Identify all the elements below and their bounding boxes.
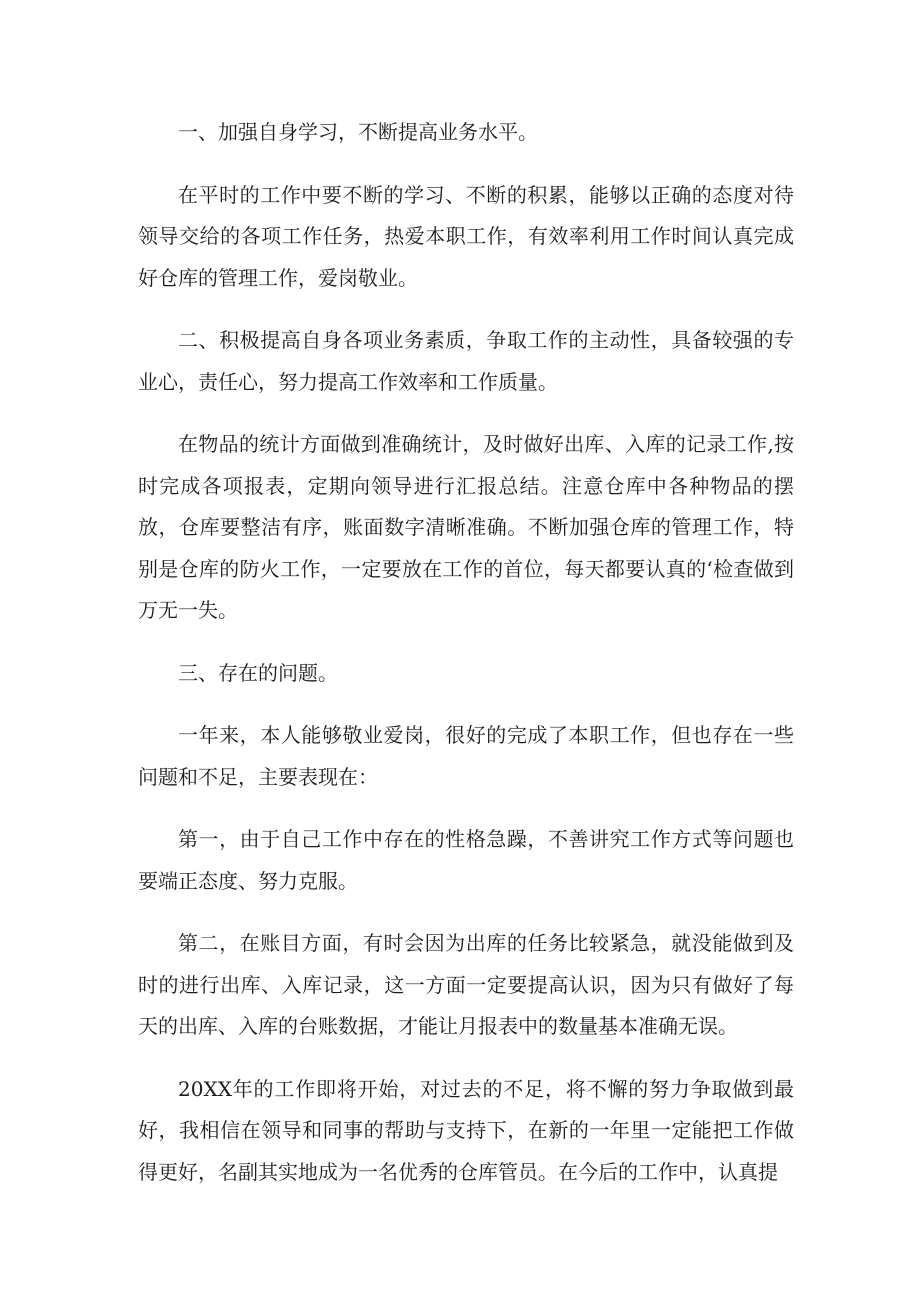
paragraph-daily-learning: 在平时的工作中要不断的学习、不断的积累，能够以正确的态度对待领导交给的各项工作任务，热爱本职工作，有效率利用工作时间认真完成好仓库的管理工作，爱岗敬业。 [138,182,794,290]
paragraph-next-year: 20XX年的工作即将开始，对过去的不足，将不懈的努力争取做到最好，我相信在领导和同事的帮助与支持下，在新的一年里一定能把工作做得更好，名副其实地成为一名优秀的仓库管员。在今后的工作中，认真提 [138,1076,794,1184]
paragraph-year-summary: 一年来，本人能够敬业爱岗，很好的完成了本职工作，但也存在一些问题和不足，主要表现在： [138,723,794,789]
paragraph-statistics: 在物品的统计方面做到准确统计，及时做好出库、入库的记录工作,按时完成各项报表，定期向领导进行汇报总结。注意仓库中各种物品的摆放，仓库要整洁有序，账面数字清晰准确。不断加强仓库的管理工作，特别是仓库的防火工作，一定要放在工作的首位，每天都要认真的‘检查做到万无一失。 [138,432,794,622]
heading-section-1: 一、加强自身学习，不断提高业务水平。 [178,120,538,144]
document-body [138,112,794,1193]
heading-section-2: 二、积极提高自身各项业务素质，争取工作的主动性，具备较强的专业心，责任心，努力提高工作效率和工作质量。 [138,328,794,394]
paragraph-problem-second: 第二，在账目方面，有时会因为出库的任务比较紧急，就没能做到及时的进行出库、入库记录，这一方面一定要提高认识，因为只有做好了每天的出库、入库的台账数据，才能让月报表中的数量基本准确无误。 [138,931,794,1038]
heading-section-3: 三、存在的问题。 [178,660,338,685]
paragraph-problem-first: 第一，由于自己工作中存在的性格急躁，不善讲究工作方式等问题也要端正态度、努力克服。 [138,827,794,893]
